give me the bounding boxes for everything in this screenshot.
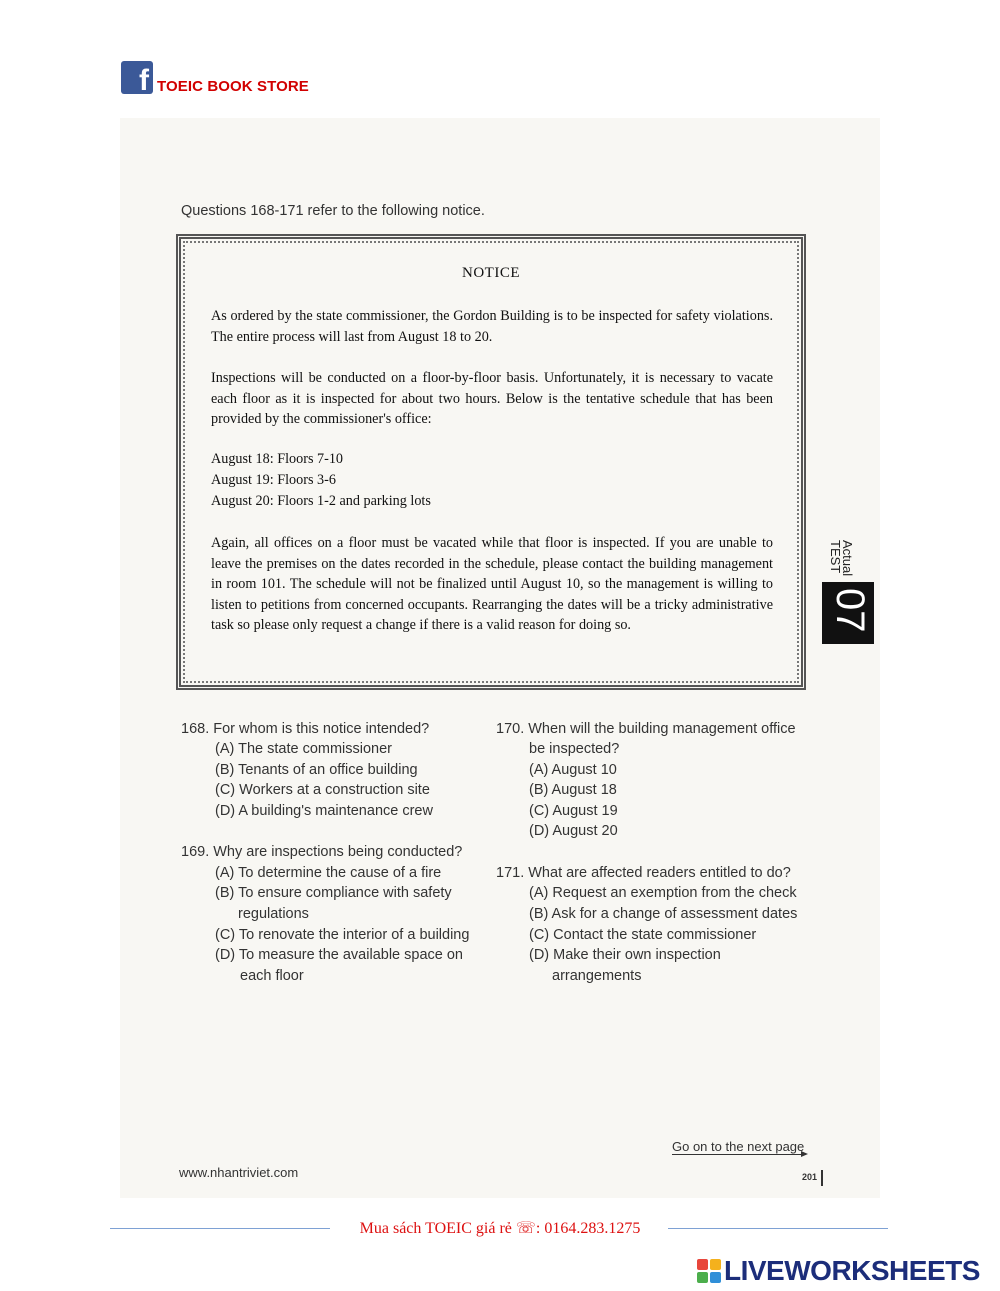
option-169-c: (C) To renovate the interior of a building	[215, 927, 470, 943]
page-number: 201	[802, 1172, 818, 1182]
notice-paragraph-3: Again, all offices on a floor must be vacated while that floor is inspected. If you are unable to leave the premises on the dates recorded in the schedule, please contact the building management in room 101. The schedule will not be finalized until August 10, so the management is willing to listen to petitions from concerned occupants. Rearranging the dates will be a tricky administrative task so please only request a change if there is a valid reason for doing so.	[211, 535, 773, 633]
store-name: TOEIC BOOK STORE	[157, 78, 309, 95]
option-168-c: (C) Workers at a construction site	[215, 782, 430, 798]
option-169-d-cont: each floor	[240, 968, 304, 984]
option-170-b: (B) August 18	[529, 782, 617, 798]
option-171-a: (A) Request an exemption from the check	[529, 885, 797, 901]
notice-paragraph-1: As ordered by the state commissioner, the Gordon Building is to be inspected for safety violations. The entire process will last from August 18 to 20.	[211, 308, 773, 345]
option-171-d: (D) Make their own inspection	[529, 947, 721, 963]
actual-label: Actual	[840, 540, 855, 577]
question-169: 169. Why are inspections being conducted?	[181, 844, 463, 860]
arrow-right-icon	[672, 1154, 806, 1155]
notice-paragraph-2: Inspections will be conducted on a floor-by-floor basis. Unfortunately, it is necessary to vacate each floor as it is inspected for about two hours. Below is the tentative schedule that has been provided by the commissioner's office:	[211, 370, 773, 427]
test-number-tab	[822, 582, 874, 644]
question-171: 171. What are affected readers entitled to do?	[496, 865, 791, 881]
liveworksheets-logo-icon	[697, 1259, 721, 1283]
question-170: 170. When will the building management office	[496, 721, 796, 737]
question-168: 168. For whom is this notice intended?	[181, 721, 430, 737]
option-170-d: (D) August 20	[529, 823, 618, 839]
option-169-a: (A) To determine the cause of a fire	[215, 865, 442, 881]
question-170-cont: be inspected?	[529, 741, 620, 757]
option-168-d: (D) A building's maintenance crew	[215, 803, 433, 819]
option-169-d: (D) To measure the available space on	[215, 947, 463, 963]
option-170-a: (A) August 10	[529, 762, 617, 778]
option-170-c: (C) August 19	[529, 803, 618, 819]
schedule-line: August 19: Floors 3-6	[211, 472, 336, 488]
option-171-c: (C) Contact the state commissioner	[529, 927, 757, 943]
option-168-a: (A) The state commissioner	[215, 741, 393, 757]
actual-test-label	[818, 540, 858, 580]
test-label: TEST	[828, 540, 843, 574]
website-text: www.nhantriviet.com	[179, 1165, 299, 1180]
option-169-b-cont: regulations	[238, 906, 309, 922]
notice-title: NOTICE	[462, 265, 520, 281]
page-divider	[821, 1170, 823, 1186]
next-page-text: Go on to the next page	[672, 1139, 805, 1154]
liveworksheets-brand[interactable]: LIVEWORKSHEETS	[724, 1255, 980, 1286]
option-171-b: (B) Ask for a change of assessment dates	[529, 906, 798, 922]
schedule-line: August 18: Floors 7-10	[211, 451, 344, 467]
option-171-d-cont: arrangements	[552, 968, 642, 984]
schedule-line: August 20: Floors 1-2 and parking lots	[211, 493, 431, 509]
facebook-icon[interactable]: f	[121, 61, 153, 94]
test-number: 07	[828, 588, 872, 633]
questions-intro: Questions 168-171 refer to the following notice.	[181, 203, 485, 219]
option-169-b: (B) To ensure compliance with safety	[215, 885, 452, 901]
promo-text: Mua sách TOEIC giá rẻ ☏: 0164.283.1275	[359, 1220, 641, 1237]
option-168-b: (B) Tenants of an office building	[215, 762, 418, 778]
